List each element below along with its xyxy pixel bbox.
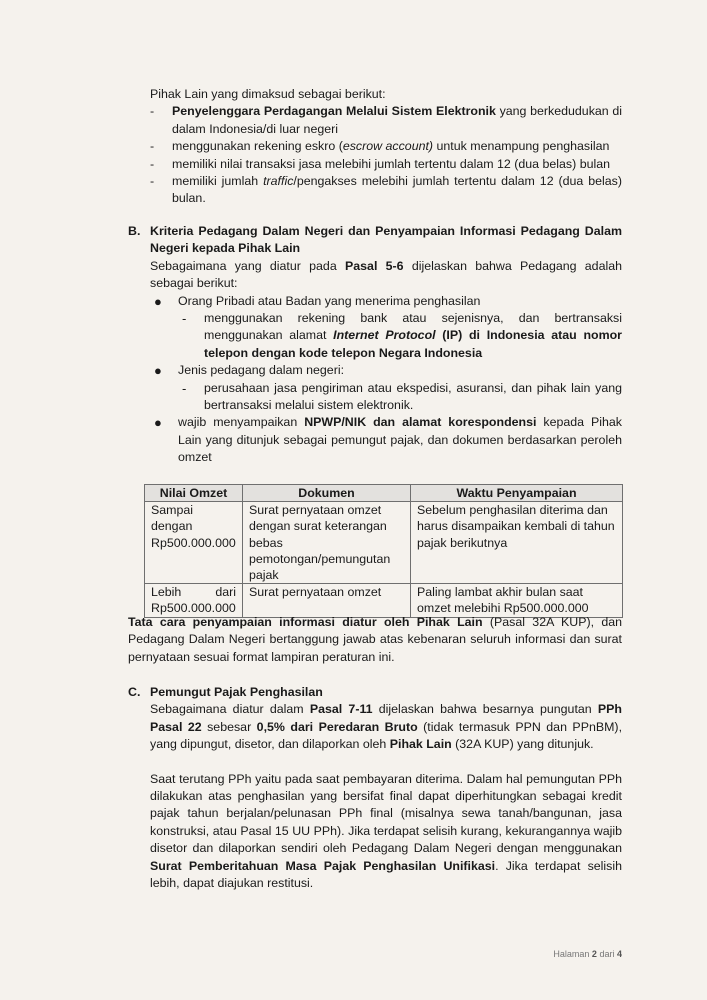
sub-list-item: - perusahaan jasa pengiriman atau ekspedisi, asuransi, dan pihak lain yang bertransaksi melalui sistem elektronik. bbox=[182, 380, 622, 413]
list-item: ● Jenis pedagang dalam negeri: - perusahaan jasa pengiriman atau ekspedisi, asuransi, dan pihak lain yang bertransaksi melalui sistem elektronik. bbox=[150, 362, 622, 414]
list-item: - Penyelenggara Perdagangan Melalui Sistem Elektronik yang berkedudukan di dalam Indonesia/di luar negeri bbox=[150, 104, 622, 136]
table-row bbox=[145, 502, 623, 584]
list-item: - menggunakan rekening eskro (escrow account) untuk menampung penghasilan bbox=[150, 138, 622, 155]
dash-marker: - bbox=[182, 380, 187, 396]
bullet-marker: ● bbox=[154, 415, 162, 431]
section-c-heading: C. Pemungut Pajak Penghasilan bbox=[128, 685, 323, 699]
table-cell: Surat pernyataan omzet bbox=[243, 584, 411, 617]
bullet-marker: ● bbox=[154, 363, 162, 379]
section-b bbox=[128, 223, 622, 467]
section-c-paragraph-2: Saat terutang PPh yaitu pada saat pembayaran diterima. Dalam hal pemungutan PPh dilakukan atas penghasilan yang bersifat final dapat diperhitungkan sebagai kredit pajak tahun berjalan/pelunasan PPh final (misalnya sewa tanah/bangunan, jasa konstruksi, atau Pasal 15 UU PPh). Jika terdapat selisih kurang, kekurangannya wajib disetor dan dilaporkan sendiri oleh Pedagang Dalam Negeri dengan menggunakan Surat Pemberitahuan Masa Pajak Penghasilan Unifikasi. Jika terdapat selisih lebih, dapat diajukan restitusi. bbox=[150, 771, 623, 891]
column-header: Nilai Omzet bbox=[145, 485, 243, 502]
section-b-intro: Sebagaimana yang diatur pada Pasal 5-6 dijelaskan bahwa Pedagang adalah sebagai berikut: bbox=[150, 258, 623, 291]
dash-marker: - bbox=[182, 311, 187, 327]
pihak-lain-list bbox=[150, 86, 622, 208]
table-cell: Lebih dari Rp500.000.000 bbox=[145, 584, 243, 617]
table-cell: Sebelum penghasilan diterima dan harus disampaikan kembali di tahun pajak berikutnya bbox=[411, 502, 623, 584]
bullet-marker: ● bbox=[154, 293, 162, 309]
dash-marker: - bbox=[150, 156, 155, 171]
list-item: - memiliki nilai transaksi jasa melebihi jumlah tertentu dalam 12 (dua belas) bulan bbox=[150, 156, 622, 173]
table-cell: Surat pernyataan omzet dengan surat keterangan bebas pemotongan/pemungutan pajak bbox=[243, 502, 411, 584]
column-header: Dokumen bbox=[243, 485, 411, 502]
page-number: Halaman 2 dari 4 bbox=[553, 949, 622, 959]
intro-lead: Pihak Lain yang dimaksud sebagai berikut: bbox=[150, 87, 386, 101]
list-item: ● Orang Pribadi atau Badan yang menerima penghasilan - menggunakan rekening bank atau sejenisnya, dan bertransaksi menggunakan alamat Internet Protocol (IP) di Indonesia atau nomor telepon dengan kode telepon Negara Indonesia bbox=[150, 293, 622, 363]
omzet-table bbox=[144, 484, 622, 618]
section-b-heading: B. Kriteria Pedagang Dalam Negeri dan Penyampaian Informasi Pedagang Dalam Negeri kepada Pihak Lain bbox=[128, 224, 622, 256]
table-cell: Sampai dengan Rp500.000.000 bbox=[145, 502, 243, 584]
list-item: - memiliki jumlah traffic/pengakses melebihi jumlah tertentu dalam 12 (dua belas) bulan. bbox=[150, 174, 622, 206]
table-header-row bbox=[145, 485, 623, 502]
dash-marker: - bbox=[150, 174, 155, 189]
column-header: Waktu Penyampaian bbox=[411, 485, 623, 502]
sub-list-item: - menggunakan rekening bank atau sejenisnya, dan bertransaksi menggunakan alamat Internet Protocol (IP) di Indonesia atau nomor telepon dengan kode telepon Negara Indonesia bbox=[182, 311, 622, 360]
section-c bbox=[128, 684, 622, 892]
table-row bbox=[145, 584, 623, 617]
dash-marker: - bbox=[150, 139, 155, 154]
table-cell: Paling lambat akhir bulan saat omzet melebihi Rp500.000.000 bbox=[411, 584, 623, 617]
list-item: ● wajib menyampaikan NPWP/NIK dan alamat korespondensi kepada Pihak Lain yang ditunjuk sebagai pemungut pajak, dan dokumen berdasarkan peroleh omzet bbox=[154, 415, 622, 465]
section-c-paragraph-1: Sebagaimana diatur dalam Pasal 7-11 dijelaskan bahwa besarnya pungutan PPh Pasal 22 sebesar 0,5% dari Peredaran Bruto (tidak termasuk PPN dan PPnBM), yang dipungut, disetor, dan dilaporkan oleh Pihak Lain (32A KUP) yang ditunjuk. bbox=[150, 702, 623, 752]
dash-marker: - bbox=[150, 104, 155, 119]
section-b-closing: Tata cara penyampaian informasi diatur oleh Pihak Lain (Pasal 32A KUP), dan Pedagang Dalam Negeri bertanggung jawab atas kebenaran seluruh informasi dan surat pernyataan sesuai format lampiran peraturan ini. bbox=[128, 615, 622, 664]
